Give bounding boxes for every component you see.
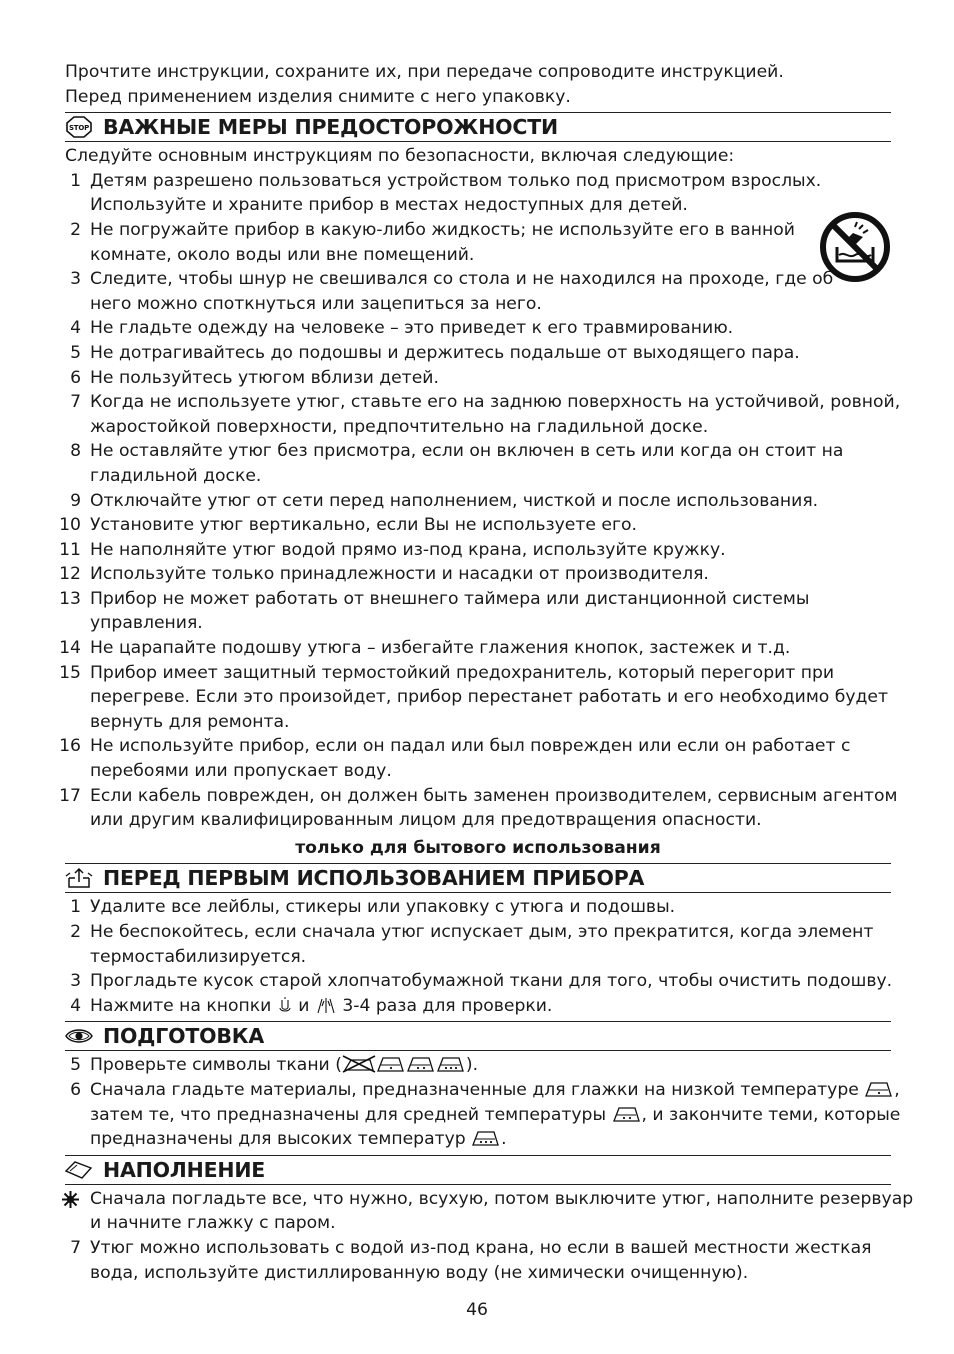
item-text-line: Когда не используете утюг, ставьте его на заднюю поверхность на устойчивой, ровной,: [90, 392, 901, 413]
filling-numbered-list: [65, 1236, 891, 1285]
section-safety-title: ВАЖНЫЕ МЕРЫ ПРЕДОСТОРОЖНОСТИ: [103, 115, 558, 140]
item-number: 4: [70, 995, 81, 1016]
safety-item-13: [59, 587, 891, 636]
section-safety-header: [65, 112, 891, 142]
section-preparation-title: ПОДГОТОВКА: [103, 1024, 264, 1049]
item-number: 12: [59, 564, 81, 585]
no-iron-icon: [342, 1055, 376, 1073]
item-text-line: термостабилизируется.: [90, 946, 307, 967]
safety-item-11: [59, 538, 891, 563]
item-text-line: перебоями или пропускает воду.: [90, 761, 392, 782]
item-text-line: Не беспокойтесь, если сначала утюг испускает дым, это прекратится, когда элемент: [90, 922, 874, 942]
safety-lead: Следуйте основным инструкциям по безопасности, включая следующие:: [65, 146, 735, 167]
safety-item-2: [65, 218, 891, 267]
item-number: 7: [70, 1237, 81, 1258]
no-bath-warning-icon: [819, 211, 891, 283]
item-text-line: гладильной доске.: [90, 465, 262, 486]
manual-page: [59, 60, 914, 1285]
item-text-line: Используйте и храните прибор в местах недоступных для детей.: [90, 195, 688, 216]
item-text-line: Утюг можно использовать с водой из-под крана, но если в вашей местности жесткая: [90, 1237, 872, 1258]
item-text-line: Не царапайте подошву утюга – избегайте глажения кнопок, застежек и т.д.: [90, 638, 791, 659]
section-preparation-header: [65, 1021, 891, 1051]
item-number: 2: [70, 219, 81, 240]
preparation-item-5: 5 Проверьте символы ткани ( ).: [65, 1053, 891, 1078]
preparation-item-6: 6 Сначала гладьте материалы, предназначенные для глажки на низкой температуре , затем те, что предназначены для средней температуры , и закончите теми, которые предназначены для высоких температур .: [65, 1078, 891, 1152]
water-filling-icon: [65, 1159, 93, 1181]
item-number: 2: [70, 922, 81, 942]
item-number: 6: [70, 367, 81, 388]
iron-low-icon: [376, 1055, 406, 1073]
preparation-list: [65, 1053, 901, 1151]
item-number: 14: [59, 638, 81, 659]
stop-icon-label: STOP: [68, 124, 90, 133]
sun-star-icon: [62, 1191, 79, 1208]
item-number: 7: [70, 392, 81, 413]
safety-item-16: [59, 734, 891, 783]
item-text-line: комнате, около воды или вне помещений.: [90, 244, 475, 265]
steam-shot-icon: [315, 997, 337, 1014]
iron-high-icon: [471, 1129, 501, 1147]
item-number: 5: [70, 342, 81, 363]
item-text-line: Не используйте прибор, если он падал или был поврежден или если он работает с: [90, 736, 851, 757]
first-use-list: [65, 895, 891, 993]
item-number: 17: [59, 785, 81, 806]
item-text-line: жаростойкой поверхности, предпочтительно на гладильной доске.: [90, 416, 709, 437]
iron-medium-icon: [406, 1055, 436, 1073]
safety-item-8: [65, 439, 891, 488]
item-text-line: Не гладьте одежду на человеке – это приведет к его травмированию.: [90, 318, 734, 339]
page-number: 46: [466, 1300, 488, 1320]
item-text-line: него можно споткнуться или зацепиться за него.: [90, 293, 542, 314]
safety-item-1: [65, 169, 891, 218]
item-text-line: Не оставляйте утюг без присмотра, если он включен в сеть или когда он стоит на: [90, 441, 844, 462]
item-text-line: Не погружайте прибор в какую-либо жидкость; не используйте его в ванной: [90, 219, 795, 240]
item-number: 4: [70, 318, 81, 339]
item-text-line: Используйте только принадлежности и насадки от производителя.: [90, 564, 709, 585]
item-number: 6: [70, 1079, 81, 1100]
eye-icon: [65, 1025, 93, 1047]
item-text-line: управления.: [90, 613, 203, 634]
item-text-line: Если кабель поврежден, он должен быть заменен производителем, сервисным агентом: [90, 785, 898, 806]
safety-item-5: [65, 341, 891, 366]
item-number: 3: [70, 269, 81, 290]
section-filling-header: [65, 1155, 891, 1185]
item-text-line: вернуть для ремонта.: [90, 711, 290, 732]
safety-item-10: [59, 513, 891, 538]
iron-low-icon: [864, 1080, 894, 1098]
section-first-use-header: [65, 863, 891, 893]
item-number: 16: [59, 736, 81, 757]
item-number: 1: [70, 170, 81, 191]
item-number: 5: [70, 1055, 81, 1076]
first-use-item-1: [65, 895, 891, 920]
unpack-box-icon: [65, 867, 93, 889]
first-use-item-4: 4 Нажмите на кнопки и 3-4 раза для проверки.: [65, 994, 891, 1019]
item-number: 1: [70, 897, 81, 918]
item-number: 10: [59, 515, 81, 536]
item-number: 13: [59, 588, 81, 609]
safety-item-12: [59, 562, 891, 587]
item-text-line: Сначала погладьте все, что нужно, всухую, потом выключите утюг, наполните резервуар: [90, 1188, 914, 1209]
item-text-line: или другим квалифицированным лицом для предотвращения опасности.: [90, 810, 762, 831]
item-number: 3: [70, 971, 81, 992]
safety-item-9: [65, 489, 891, 514]
item-text-line: вода, используйте дистиллированную воду (не химически очищенную).: [90, 1262, 749, 1283]
item-number: 8: [70, 441, 81, 462]
item-text-line: Удалите все лейблы, стикеры или упаковку с утюга и подошвы.: [90, 897, 676, 918]
item-text-line: Прогладьте кусок старой хлопчатобумажной ткани для того, чтобы очистить подошву.: [90, 971, 893, 992]
household-note: только для бытового использования: [295, 837, 661, 858]
item-text-line: Детям разрешено пользоваться устройством только под присмотром взрослых.: [90, 170, 822, 191]
item-text-line: перегреве. Если это произойдет, прибор перестанет работать и его необходимо будет: [90, 687, 889, 708]
section-filling-title: НАПОЛНЕНИЕ: [103, 1157, 266, 1182]
safety-item-17: [59, 784, 898, 833]
safety-item-14: [59, 636, 891, 661]
spray-button-icon: [277, 997, 293, 1014]
item-text-line: Не наполняйте утюг водой прямо из-под крана, используйте кружку.: [90, 539, 726, 560]
first-use-item-3: [65, 969, 891, 994]
safety-list: [59, 169, 901, 833]
filling-list: [65, 1187, 914, 1236]
safety-item-3: [65, 267, 891, 316]
first-use-item-2: [65, 920, 891, 969]
safety-item-15: [59, 661, 891, 735]
iron-medium-icon: [612, 1105, 642, 1123]
item-text-line: Прибор не может работать от внешнего таймера или дистанционной системы: [90, 588, 810, 609]
intro-line-2: Перед применением изделия снимите с него упаковку.: [65, 86, 571, 107]
stop-icon: [65, 116, 93, 138]
item-text-line: и начните глажку с паром.: [90, 1213, 336, 1234]
intro-line-1: Прочтите инструкции, сохраните их, при передаче сопроводите инструкцией.: [65, 62, 784, 82]
item-text-line: Отключайте утюг от сети перед наполнением, чисткой и после использования.: [90, 490, 819, 511]
iron-high-icon: [436, 1055, 466, 1073]
item-text-line: Прибор имеет защитный термостойкий предохранитель, который перегорит при: [90, 662, 835, 683]
safety-item-4: [65, 316, 891, 341]
item-number: 15: [59, 662, 81, 683]
filling-item-7: [65, 1236, 891, 1285]
item-number: 11: [59, 539, 81, 560]
item-text-line: Не дотрагивайтесь до подошвы и держитесь подальше от выходящего пара.: [90, 342, 800, 363]
safety-item-7: [65, 390, 901, 439]
item-text-line: Не пользуйтесь утюгом вблизи детей.: [90, 367, 439, 388]
filling-star-item: [65, 1187, 914, 1236]
item-text-line: Следите, чтобы шнур не свешивался со стола и не находился на проходе, где об: [90, 269, 834, 290]
item-number: 9: [70, 490, 81, 511]
first-use-list-tail: [65, 994, 891, 1019]
section-first-use-title: ПЕРЕД ПЕРВЫМ ИСПОЛЬЗОВАНИЕМ ПРИБОРА: [103, 866, 645, 891]
item-text-line: Установите утюг вертикально, если Вы не используете его.: [90, 515, 637, 536]
safety-item-6: [65, 366, 891, 391]
